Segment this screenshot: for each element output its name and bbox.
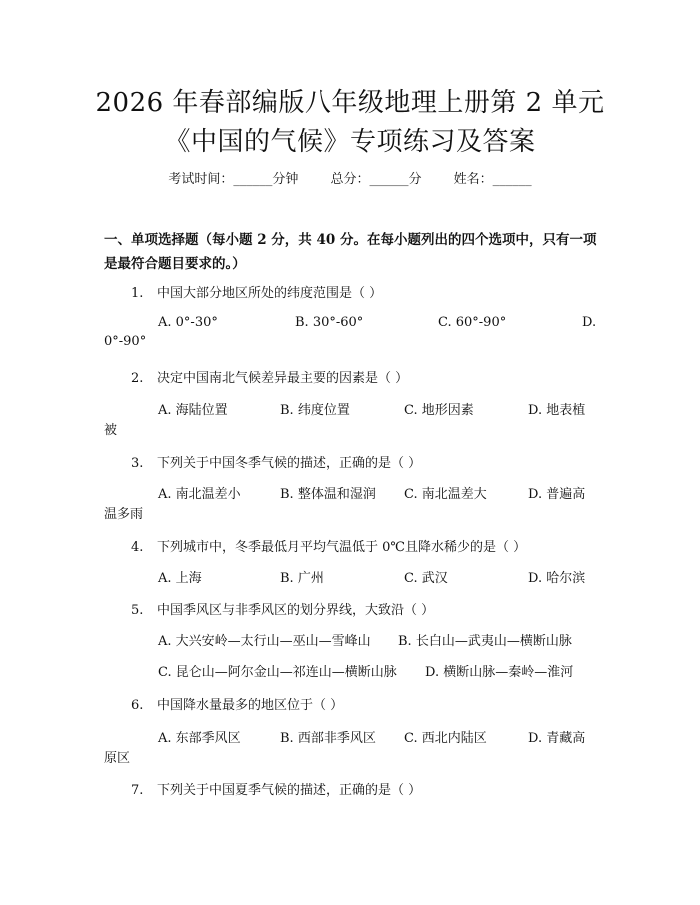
question-4 — [131, 536, 526, 555]
option-d: D. — [582, 315, 597, 330]
question-number: 6. — [131, 698, 144, 713]
exam-time-field: 考试时间：______分钟 — [168, 172, 299, 187]
question-text: 下列关于中国冬季气候的描述，正确的是（ ） — [157, 456, 422, 471]
option-d: D. 地表植 — [528, 403, 586, 418]
option-b: B. 广州 — [280, 571, 324, 586]
option-c: C. 南北温差大 — [404, 487, 487, 502]
option-b: B. 长白山—武夷山—横断山脉 — [398, 634, 572, 649]
question-2 — [131, 367, 408, 386]
option-a: A. 0°-30° — [158, 315, 218, 330]
option-d-continued: 原区 — [104, 751, 131, 766]
option-d-continued: 0°-90° — [104, 334, 147, 349]
option-b: B. 纬度位置 — [280, 403, 350, 418]
option-d: D. 普遍高 — [528, 487, 586, 502]
option-a: A. 上海 — [158, 571, 202, 586]
option-d: D. 青藏高 — [528, 731, 586, 746]
option-d: D. 哈尔滨 — [528, 571, 586, 586]
option-d-continued: 被 — [104, 423, 118, 438]
option-c: C. 60°-90° — [438, 315, 507, 330]
question-6 — [131, 694, 343, 713]
question-number: 3. — [131, 456, 144, 471]
total-score-field: 总分：______分 — [330, 172, 422, 187]
option-d: D. 横断山脉—秦岭—淮河 — [425, 665, 574, 680]
question-text: 下列关于中国夏季气候的描述，正确的是（ ） — [157, 783, 422, 798]
question-number: 7. — [131, 783, 144, 798]
option-c: C. 昆仑山—阿尔金山—祁连山—横断山脉 — [158, 665, 397, 680]
option-d-continued: 温多雨 — [104, 507, 144, 522]
option-a: A. 东部季风区 — [158, 731, 241, 746]
exam-info — [0, 168, 700, 187]
student-name-field: 姓名：______ — [453, 172, 532, 187]
option-b: B. 30°-60° — [295, 315, 364, 330]
question-1 — [131, 282, 382, 301]
question-number: 2. — [131, 371, 144, 386]
question-5 — [131, 599, 434, 618]
option-c: C. 武汉 — [404, 571, 448, 586]
question-number: 4. — [131, 540, 144, 555]
option-b: B. 整体温和湿润 — [280, 487, 376, 502]
question-text: 决定中国南北气候差异最主要的因素是（ ） — [157, 371, 409, 386]
option-a: A. 南北温差小 — [158, 487, 241, 502]
question-text: 中国季风区与非季风区的划分界线，大致沿（ ） — [157, 603, 435, 618]
question-number: 1. — [131, 286, 144, 301]
question-number: 5. — [131, 603, 144, 618]
option-a: A. 大兴安岭—太行山—巫山—雪峰山 — [158, 634, 371, 649]
option-c: C. 西北内陆区 — [404, 731, 487, 746]
question-3 — [131, 452, 421, 471]
page-title-line2: 《中国的气候》专项练习及答案 — [164, 127, 536, 157]
section-heading: 一、单项选择题（每小题 2 分，共 40 分。在每小题列出的四个选项中，只有一项是最符合题目要求的。） — [104, 232, 597, 272]
option-c: C. 地形因素 — [404, 403, 474, 418]
question-7 — [131, 779, 421, 798]
option-a: A. 海陆位置 — [158, 403, 228, 418]
question-text: 中国降水量最多的地区位于（ ） — [157, 698, 344, 713]
question-text: 下列城市中，冬季最低月平均气温低于 0℃且降水稀少的是（ ） — [157, 540, 527, 555]
page-title-line1: 2026 年春部编版八年级地理上册第 2 单元 — [95, 88, 605, 118]
question-text: 中国大部分地区所处的纬度范围是（ ） — [157, 286, 383, 301]
option-b: B. 西部非季风区 — [280, 731, 376, 746]
